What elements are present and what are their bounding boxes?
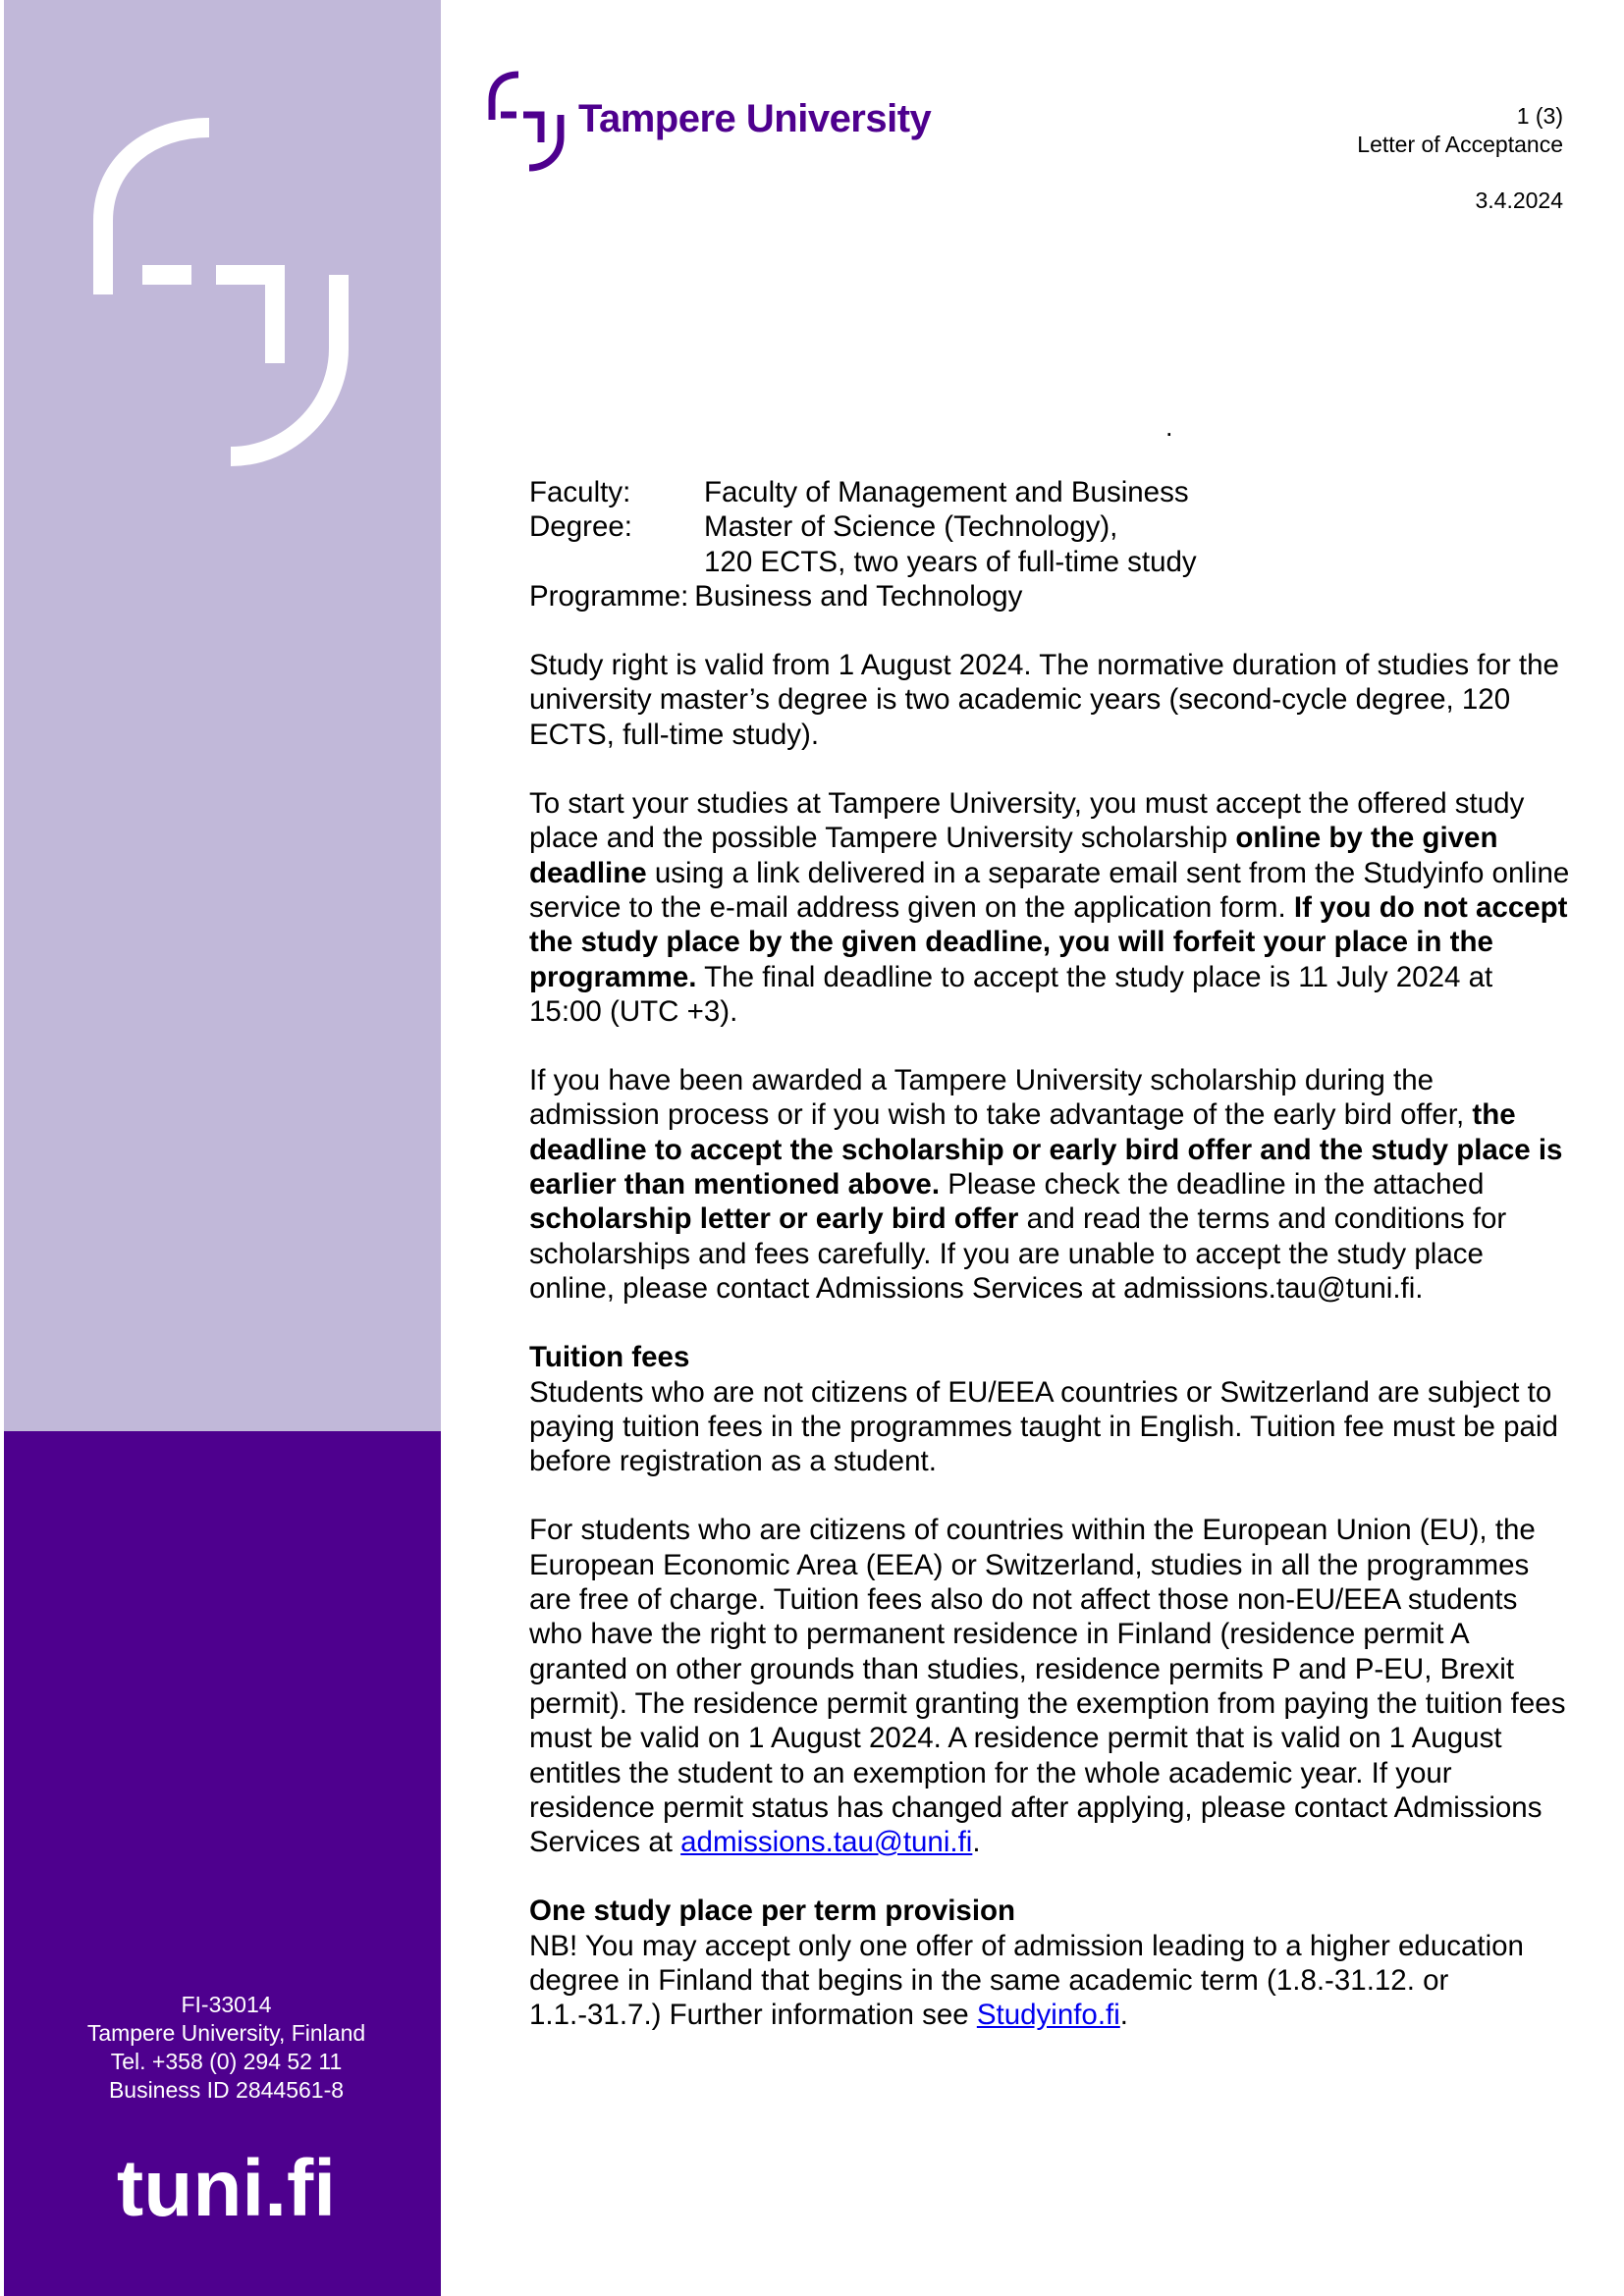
programme-value: Business and Technology (694, 579, 1023, 613)
university-logo (486, 69, 931, 177)
scholarship-letter-emphasis: scholarship letter or early bird offer (529, 1202, 1019, 1236)
degree-row (529, 509, 1570, 544)
tuition-section (529, 1340, 1570, 1859)
one-place-heading: One study place per term provision (529, 1895, 1016, 1928)
stray-dot: . (1165, 412, 1173, 442)
degree-label: Degree: (529, 510, 632, 544)
forfeit-warning: If you do not accept the study place by the given deadline, you will forfeit your place in the programme. (529, 890, 1568, 993)
page-number: 1 (3) (1516, 103, 1563, 129)
letter-date: 3.4.2024 (1475, 187, 1563, 213)
document-type: Letter of Acceptance (1357, 132, 1563, 157)
tuition-paragraph-2: For students who are citizens of countries within the European Union (EU), the European Economic Area (EEA) or Switzerland, studies in all the programmes are free of charge. Tuition fees also do not affect those non-EU/EEA students who have the right to permanent residence in Finland (residence permit A granted on other grounds than studies, residence permits P and P-EU, Brexit permit). The residence permit granting the exemption from paying the tuition fees must be valid on 1 August 2024. A residence permit that is valid on 1 August entitles the student to an exemption for the whole academic year. If your residence permit status has changed after applying, please contact Admissions Services at admissions.tau@tuni.fi. (529, 1514, 1566, 1859)
acceptance-paragraph: To start your studies at Tampere University, you must accept the offered study place and the possible Tampere University scholarship online by the given deadline using a link delivered in a separate email sent from the Studyinfo online service to the e-mail address given on the application form. If you do not accept the study place by the given deadline, you will forfeit your place in the programme. The final deadline to accept the study place is 11 July 2024 at 15:00 (UTC +3). (529, 787, 1570, 1028)
admissions-email-link[interactable]: admissions.tau@tuni.fi (680, 1826, 973, 1859)
faculty-row (529, 475, 1570, 509)
studyinfo-link[interactable]: Studyinfo.fi (976, 1999, 1120, 2032)
programme-row (529, 579, 1570, 614)
logo-wordmark: Tampere University (578, 96, 932, 140)
deadline-emphasis: online by the given deadline (529, 822, 1498, 889)
one-place-paragraph: NB! You may accept only one offer of admission leading to a higher education degree in Finland that begins in the same academic term (1.8.-31.12. or 1.1.-31.7.) Further information see Studyinfo.fi. (529, 1929, 1524, 2032)
degree-row-continued (529, 545, 1570, 579)
admission-details (529, 475, 1570, 614)
page-edge-line (0, 0, 4, 2296)
tuition-paragraph-1: Students who are not citizens of EU/EEA countries or Switzerland are subject to paying tuition fees in the programmes taught in English. Tuition fee must be paid before registration as a student. (529, 1375, 1558, 1478)
faculty-label: Faculty: (529, 476, 631, 508)
degree-value-continued: 120 ECTS, two years of full-time study (704, 545, 1197, 578)
address-phone: Tel. +358 (0) 294 52 11 (110, 2049, 343, 2074)
website-label: tuni.fi (116, 2144, 337, 2233)
letter-meta (1357, 102, 1563, 215)
programme-label: Programme: (529, 579, 689, 613)
address-postcode: FI-33014 (181, 1992, 272, 2017)
study-right-paragraph: Study right is valid from 1 August 2024. The normative duration of studies for the university master’s degree is two academic years (second-cycle degree, 120 ECTS, full-time study). (529, 649, 1559, 751)
address-business-id: Business ID 2844561-8 (108, 2077, 345, 2103)
faculty-value: Faculty of Management and Business (704, 476, 1189, 508)
university-mark-icon (93, 108, 368, 471)
scholarship-paragraph: If you have been awarded a Tampere University scholarship during the admission process or if you wish to take advantage of the early bird offer, the deadline to accept the scholarship or early bird offer and the study place is earlier than mentioned above. Please check the deadline in the attached scholarship letter or early bird offer and read the terms and conditions for scholarships and fees carefully. If you are unable to accept the study place online, please contact Admissions Services at admissions.tau@tuni.fi. (529, 1064, 1563, 1305)
one-place-section (529, 1894, 1570, 2032)
scholarship-deadline-emphasis: the deadline to accept the scholarship or early bird offer and the study place is earlier than mentioned above. (529, 1098, 1563, 1201)
logo-mark-icon (486, 69, 574, 177)
postal-address (0, 1991, 453, 2105)
letter-body (529, 475, 1570, 2067)
degree-value: Master of Science (Technology), (704, 510, 1118, 544)
address-city: Tampere University, Finland (86, 2020, 366, 2046)
tuition-heading: Tuition fees (529, 1341, 690, 1374)
